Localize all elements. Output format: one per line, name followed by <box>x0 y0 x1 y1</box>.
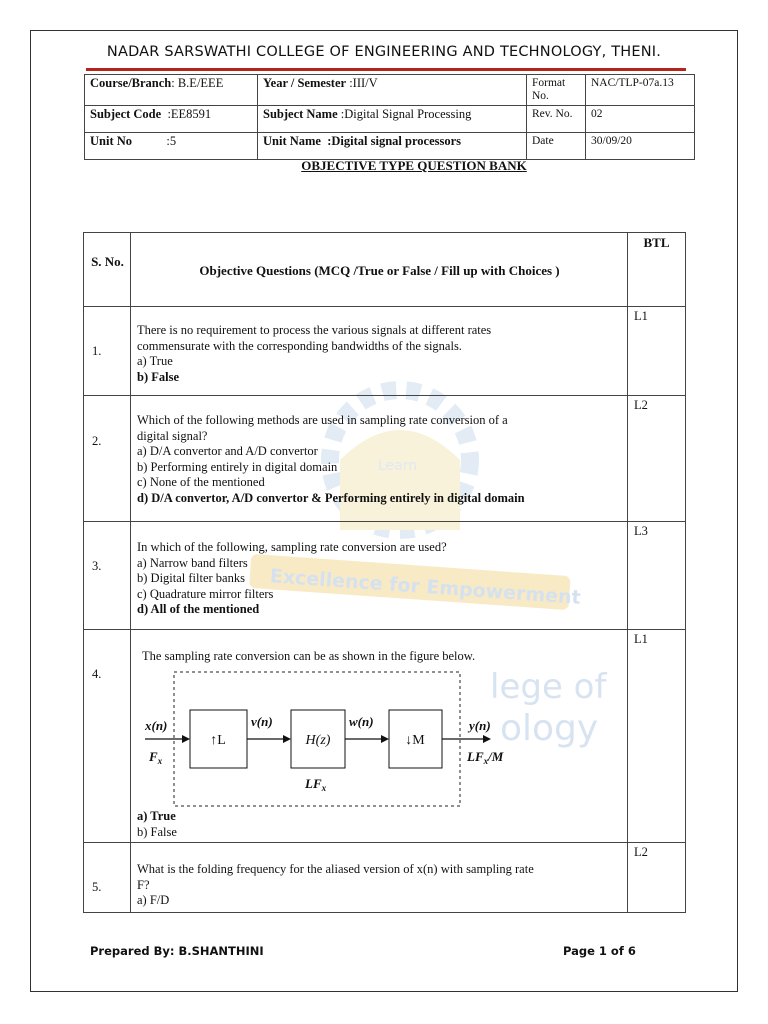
sampling-rate-diagram <box>137 668 517 808</box>
question-row <box>84 395 685 522</box>
question-line: commensurate with the corresponding bandwidths of the signals. <box>137 338 462 353</box>
question-number: 1. <box>92 344 102 358</box>
code-cell: Subject Code :EE8591 <box>85 106 258 133</box>
question-body <box>137 413 632 506</box>
question-row <box>84 629 685 843</box>
question-options <box>137 809 632 840</box>
question-row <box>84 842 685 913</box>
option: a) D/A convertor and A/D convertor <box>137 444 318 458</box>
question-number: 4. <box>92 667 102 681</box>
option: b) False <box>137 824 177 839</box>
question-number: 2. <box>92 434 102 448</box>
header-question: Objective Questions (MCQ /True or False / Fill up with Choices ) <box>199 263 560 278</box>
unit-name-cell: Unit Name :Digital signal processors <box>258 133 527 160</box>
watermark-line2: ology <box>500 708 599 749</box>
label-fx: $F_x$ <box>149 749 163 766</box>
option: a) True <box>137 354 173 368</box>
question-line: What is the folding frequency for the aliased version of x(n) with sampling rate <box>137 862 534 876</box>
question-body <box>137 323 632 385</box>
course-cell: Course/Branch: B.E/EEE <box>85 75 258 106</box>
option: a) F/D <box>137 893 170 907</box>
option-answer: b) False <box>137 369 180 384</box>
year-cell: Year / Semester :III/V <box>258 75 527 106</box>
btl-level: L2 <box>634 845 648 859</box>
option: a) Narrow band filters <box>137 555 248 570</box>
label-hz: H(z) <box>305 733 331 748</box>
header-btl: BTL <box>643 235 670 250</box>
btl-level: L3 <box>634 524 648 538</box>
label-downsample: ↓M <box>405 733 425 748</box>
question-line: The sampling rate conversion can be as shown in the figure below. <box>142 649 476 663</box>
label-upsample: ↑L <box>210 733 226 748</box>
format-label: Format No. <box>527 75 586 106</box>
rev-label: Rev. No. <box>527 106 586 133</box>
arrowhead-input <box>182 735 190 743</box>
label-wn: w(n) <box>349 714 374 729</box>
arrowhead-w <box>381 735 389 743</box>
meta-table <box>84 74 695 160</box>
option: c) Quadrature mirror filters <box>137 586 274 601</box>
question-row <box>84 306 685 396</box>
option: b) Performing entirely in digital domain <box>137 459 338 474</box>
label-yn: y(n) <box>469 718 491 733</box>
header-sno: S. No. <box>91 254 124 269</box>
question-line: digital signal? <box>137 428 208 443</box>
table-header-row <box>84 233 685 306</box>
prepared-by: Prepared By: B.SHANTHINI <box>90 944 264 958</box>
page-title: OBJECTIVE TYPE QUESTION BANK <box>301 158 527 173</box>
option: c) None of the mentioned <box>137 475 265 489</box>
question-body <box>137 540 632 618</box>
label-xn: x(n) <box>145 718 168 733</box>
option-answer: a) True <box>137 809 176 823</box>
label-output-rate: $LF_x/M$ <box>467 749 504 766</box>
watermark-line1: lege of <box>490 667 607 707</box>
date-value: 30/09/20 <box>586 133 695 160</box>
watermark-motto: Excellence for Empowerment <box>269 565 582 609</box>
label-vn: v(n) <box>251 714 273 729</box>
option-answer: d) All of the mentioned <box>137 602 260 616</box>
question-table <box>83 232 686 913</box>
question-number: 3. <box>92 559 102 573</box>
question-body <box>137 862 632 909</box>
subject-name-cell: Subject Name :Digital Signal Processing <box>258 106 527 133</box>
arrowhead-v <box>283 735 291 743</box>
question-line: Which of the following methods are used in sampling rate conversion of a <box>137 413 508 427</box>
arrowhead-output <box>483 735 491 743</box>
question-line: In which of the following, sampling rate conversion are used? <box>137 540 447 554</box>
label-mid-rate: $LF_x$ <box>305 776 327 793</box>
question-row <box>84 521 685 630</box>
header-accent-line <box>86 68 686 71</box>
unit-cell: Unit No :5 <box>85 133 258 160</box>
date-label: Date <box>527 133 586 160</box>
format-value: NAC/TLP-07a.13 <box>586 75 695 106</box>
btl-level: L2 <box>634 398 648 412</box>
btl-level: L1 <box>634 632 648 646</box>
question-line: There is no requirement to process the various signals at different rates <box>137 323 492 337</box>
option-answer: d) D/A convertor, A/D convertor & Performing entirely in digital domain <box>137 490 525 505</box>
btl-level: L1 <box>634 309 648 323</box>
question-line: F? <box>137 877 150 892</box>
college-name: NADAR SARSWATHI COLLEGE OF ENGINEERING AND TECHNOLOGY, THENI. <box>106 44 662 60</box>
rev-value: 02 <box>586 106 695 133</box>
page-number: Page 1 of 6 <box>563 944 636 958</box>
option: b) Digital filter banks <box>137 571 245 585</box>
question-number: 5. <box>92 880 102 894</box>
watermark-badge: Learn <box>378 458 418 474</box>
